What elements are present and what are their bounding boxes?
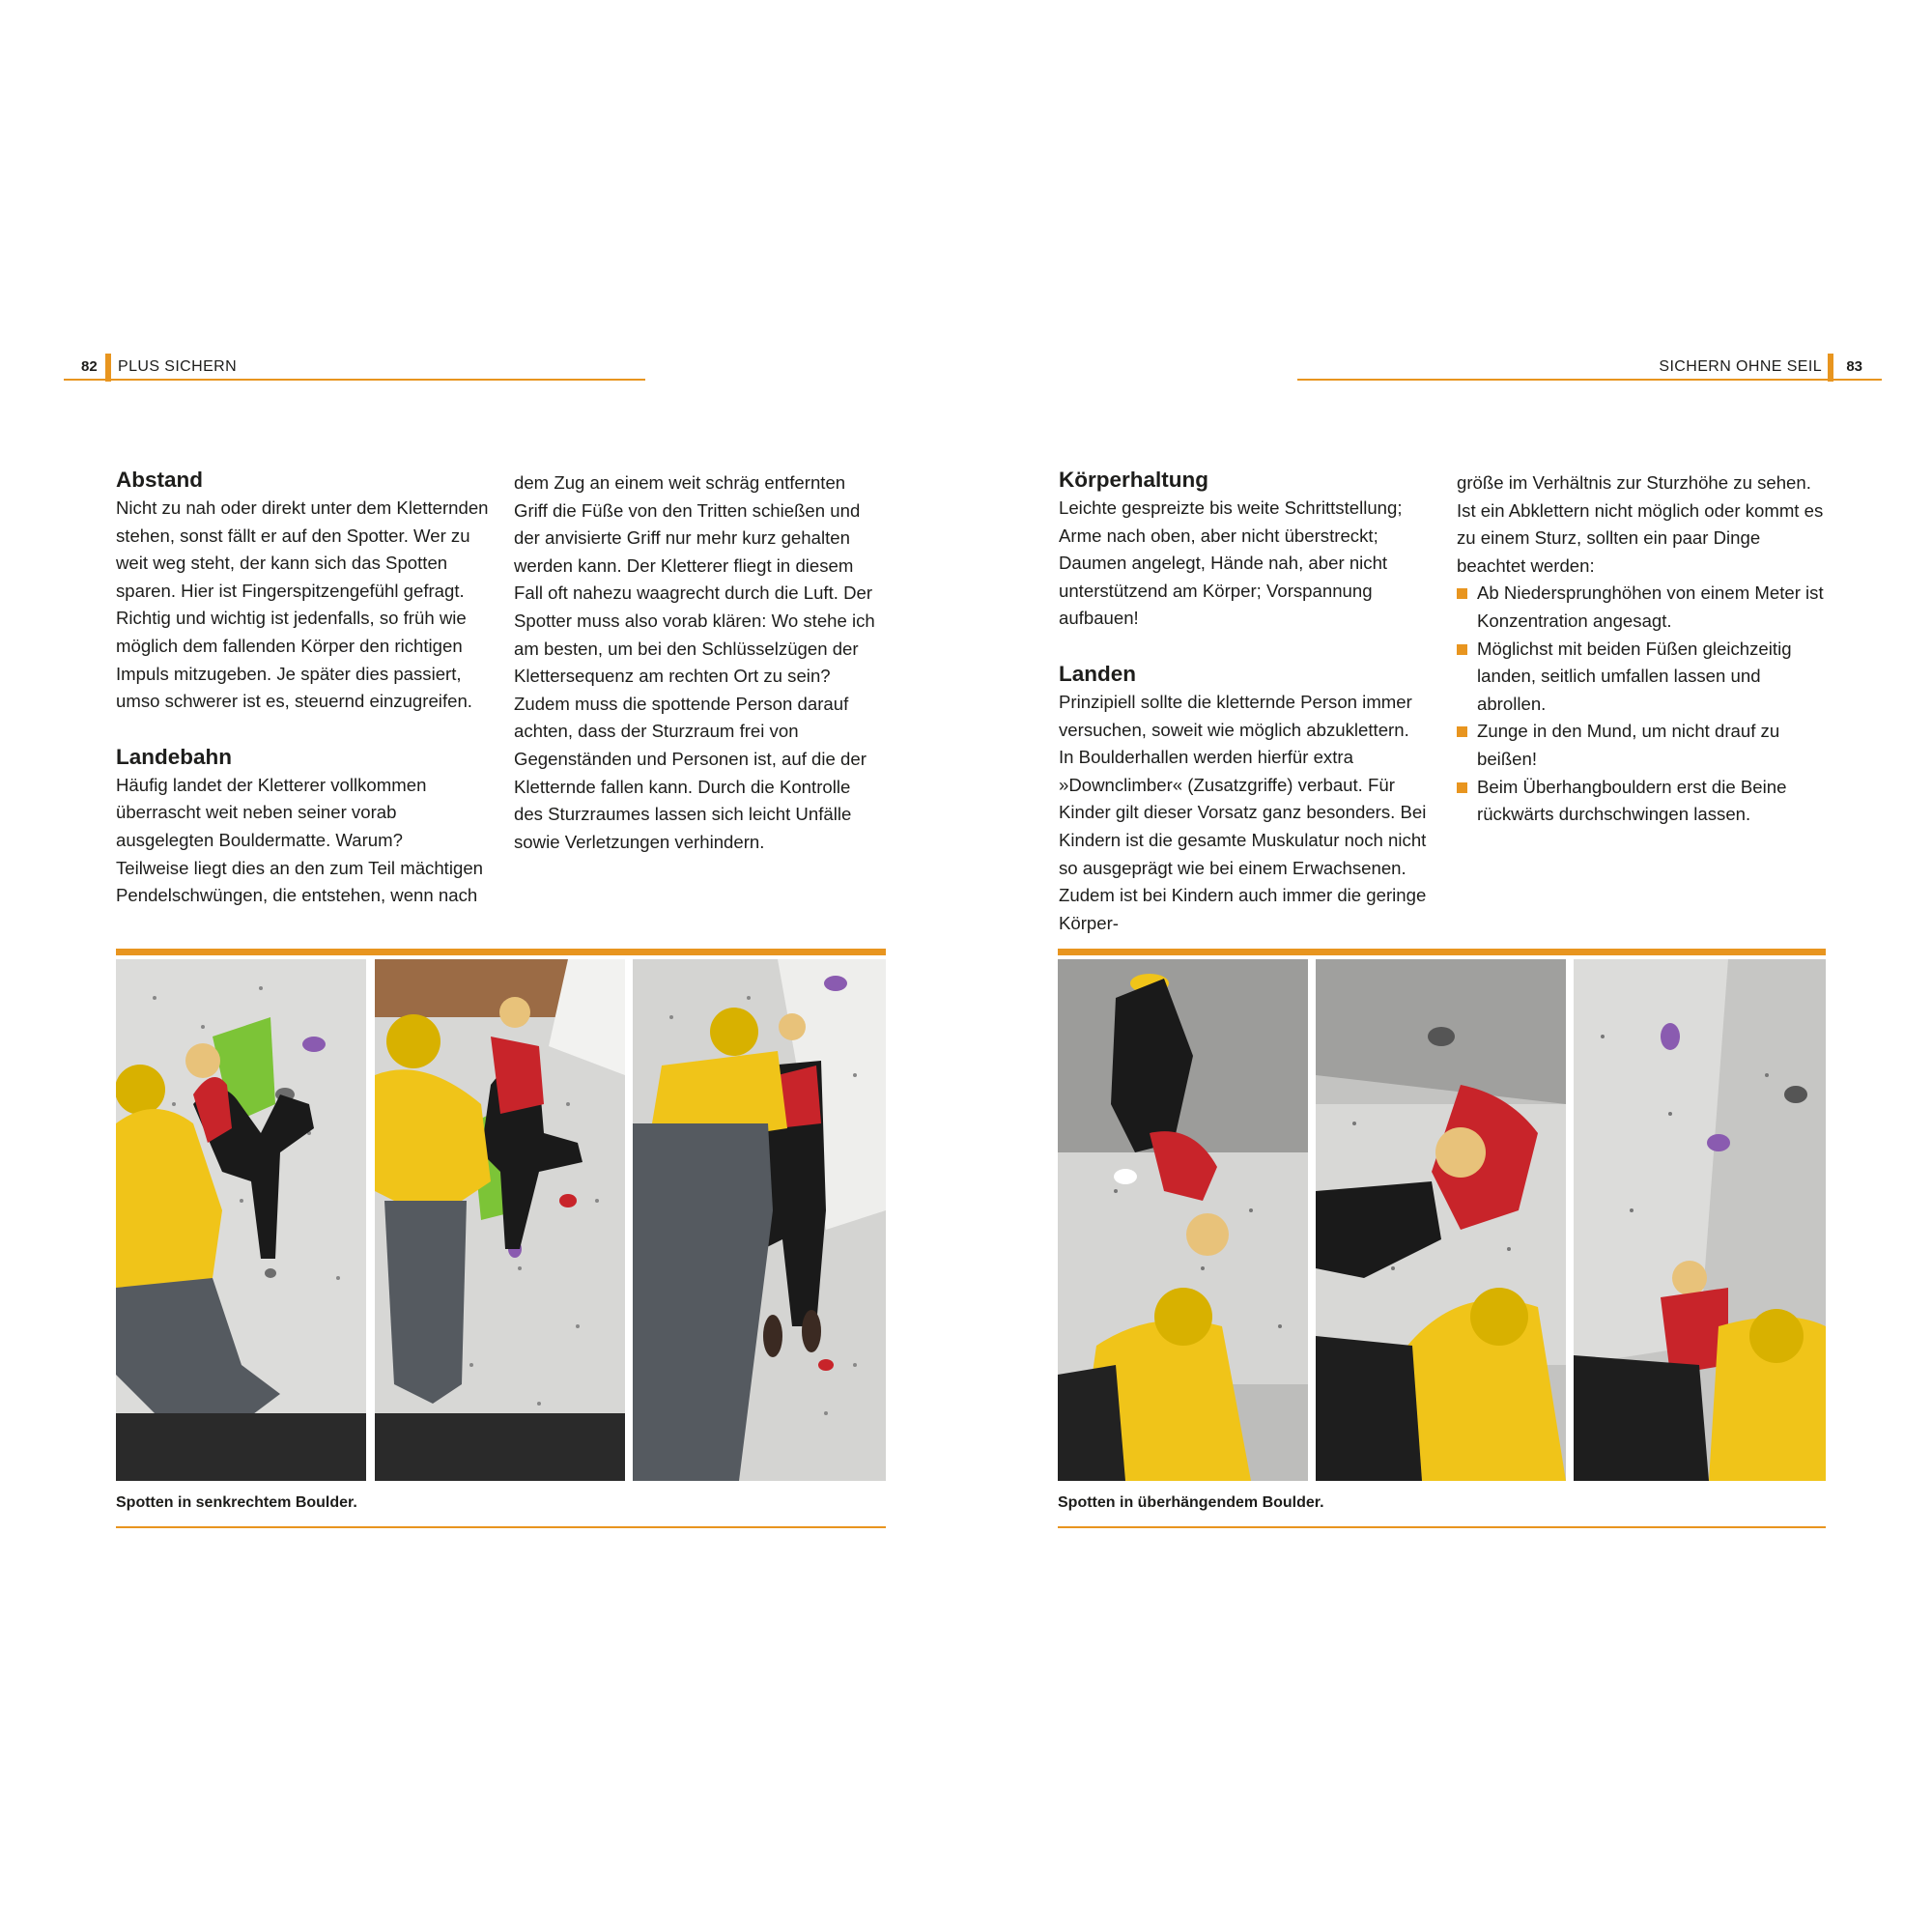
caption-right: Spotten in überhängendem Boulder. [1058, 1494, 1324, 1511]
bullet-item: Zunge in den Mund, um nicht drauf zu beißen! [1457, 718, 1828, 773]
bullet-item: Möglichst mit beiden Füßen gleichzeitig landen, seitlich umfallen lassen und abrollen. [1457, 636, 1828, 719]
running-head-rule-right [1297, 379, 1882, 381]
paragraph-landebahn: Häufig landet der Kletterer vollkommen überrascht weit neben seiner vorab ausgelegten Bouldermatte. Warum? [116, 774, 427, 850]
paragraph-abstand: Nicht zu nah oder direkt unter dem Kletternden stehen, sonst fällt er auf den Spotter. Wer zu weit weg steht, der kann sich das Spotten sparen. Hier ist Fingerspitzengefühl gefragt. Richtig und wichtig ist jedenfalls, so früh wie möglich dem fallenden Körper den richtigen Impuls mitzugeben. Je später dies passiert, umso schwerer ist es, steuernd einzugreifen. [116, 497, 489, 712]
running-head-right [1640, 354, 1872, 381]
running-title-left: PLUS SICHERN [118, 358, 238, 375]
heading-abstand: Abstand [116, 468, 203, 492]
photo-overhang-spot-2 [1316, 959, 1566, 1481]
photo-overhang-spot-1 [1058, 959, 1308, 1481]
running-head-bar-right [1828, 354, 1833, 382]
right-column-1 [1059, 466, 1428, 937]
photo-strip-bar-right [1058, 949, 1826, 955]
bullet-item: Beim Überhangbouldern erst die Beine rückwärts durchschwingen lassen. [1457, 774, 1828, 829]
left-column-1 [116, 466, 491, 910]
page-number-left: 82 [81, 358, 98, 375]
heading-landen: Landen [1059, 661, 1137, 686]
running-title-right: SICHERN OHNE SEIL [1659, 358, 1822, 375]
paragraph-landen: Prinzipiell sollte die kletternde Person immer versuchen, soweit wie möglich abzuklettern. In Boulderhallen werden hierfür extra »Downclimber« (Zusatzgriffe) verbaut. Für Kinder gilt dieser Vorsatz ganz besonders. Bei Kindern ist die gesamte Muskulatur noch nicht so ausgeprägt wie bei einem Erwachsenen. Zudem ist bei Kindern auch immer die geringe Körper- [1059, 691, 1427, 933]
running-head-left [77, 354, 270, 381]
running-head-bar-left [105, 354, 111, 382]
right-column-2 [1457, 469, 1828, 829]
heading-landebahn: Landebahn [116, 744, 233, 769]
bullet-item: Ab Niedersprunghöhen von einem Meter ist Konzentration angesagt. [1457, 580, 1828, 635]
photo-overhang-spot-3 [1574, 959, 1826, 1481]
paragraph-koerperhaltung: Leichte gespreizte bis weite Schrittstellung; Arme nach oben, aber nicht überstreckt; Daumen angelegt, Hände nah, aber nicht unterstützend am Körper; Vorspannung aufbauen! [1059, 497, 1403, 629]
caption-left: Spotten in senkrechtem Boulder. [116, 1494, 357, 1511]
page-number-right: 83 [1846, 358, 1862, 375]
paragraph-landebahn-2: Teilweise liegt dies an den zum Teil mächtigen Pendelschwüngen, die entstehen, wenn nach [116, 857, 483, 906]
bullet-list [1457, 580, 1828, 828]
photo-vertical-spot-2 [375, 959, 625, 1481]
heading-koerperhaltung: Körperhaltung [1059, 468, 1208, 492]
caption-rule-right [1058, 1526, 1826, 1528]
left-column-2 [514, 469, 883, 856]
running-head-rule-left [64, 379, 645, 381]
photo-vertical-spot-1 [116, 959, 366, 1481]
caption-rule-left [116, 1526, 886, 1528]
paragraph-spotter: dem Zug an einem weit schräg entfernten Griff die Füße von den Tritten schießen und der anvisierte Griff nur mehr kurz gehalten werden kann. Der Kletterer fliegt in diesem Fall oft nahezu waagrecht durch die Luft. Der Spotter muss also vorab klären: Wo stehe ich am besten, um bei den Schlüsselzügen der Klettersequenz am rechten Ort zu sein? Zudem muss die spottende Person darauf achten, dass der Sturzraum frei von Gegenständen und Personen ist, auf die der Kletternde fallen kann. Durch die Kontrolle des Sturzraumes lassen sich leicht Unfälle sowie Verletzungen verhindern. [514, 472, 875, 852]
photo-vertical-spot-3 [633, 959, 886, 1481]
photo-strip-bar-left [116, 949, 886, 955]
paragraph-sturz: größe im Verhältnis zur Sturzhöhe zu sehen. Ist ein Abklettern nicht möglich oder kommt es zu einem Sturz, sollten ein paar Dinge beachtet werden: [1457, 472, 1824, 576]
